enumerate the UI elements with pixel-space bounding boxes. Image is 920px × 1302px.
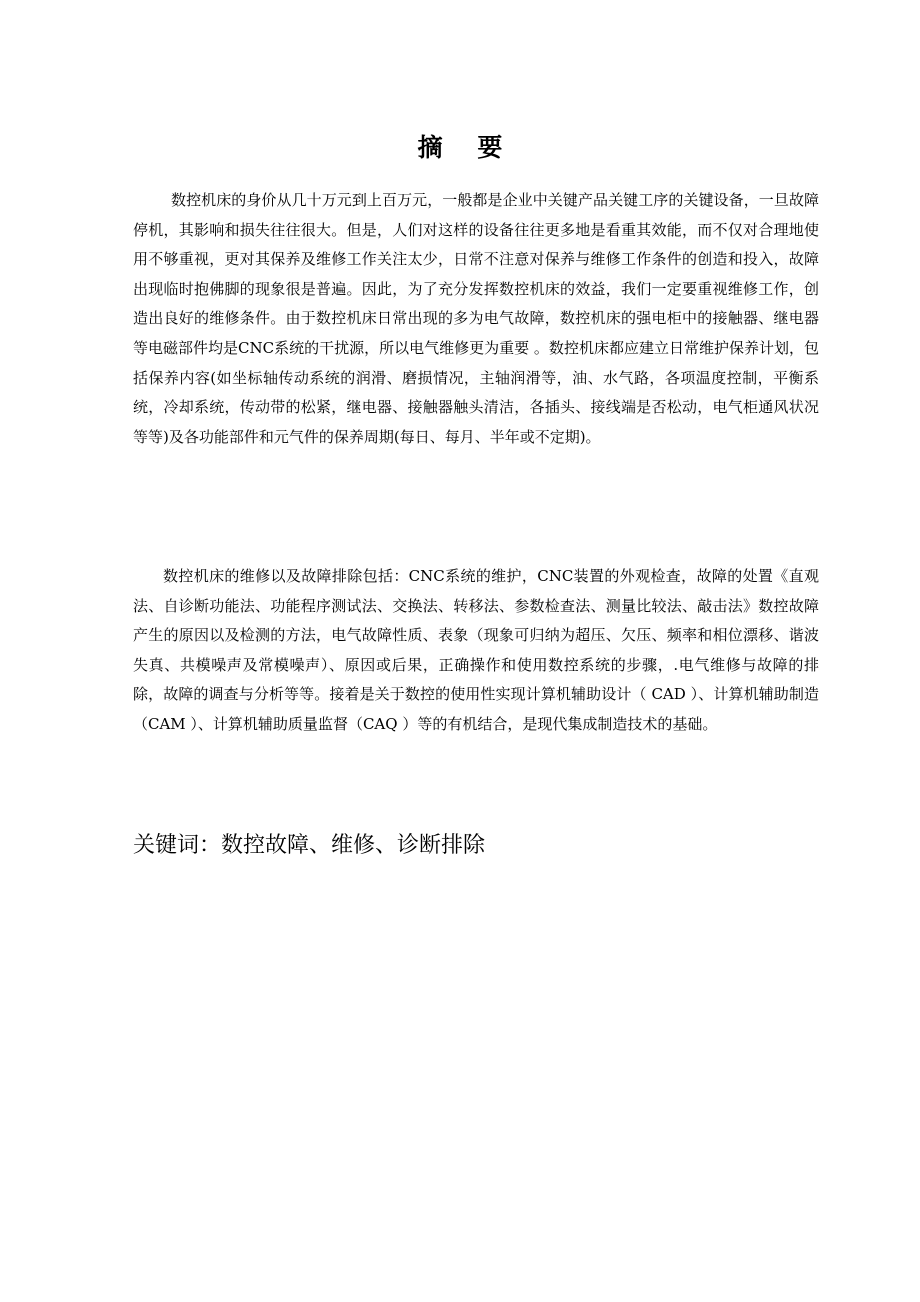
abstract-title: 摘 要 — [417, 133, 503, 162]
keywords-line: 关键词：数控故障、维修、诊断排除 — [133, 833, 486, 858]
abstract-paragraph-2: 数控机床的维修以及故障排除包括：CNC系统的维护，CNC装置的外观检查，故障的处置《直观法、自诊断功能法、功能程序测试法、交换法、转移法、参数检查法、测量比较法、敲击法》数控故障产生的原因以及检测的方法，电气故障性质、表象（现象可归纳为超压、欠压、频率和相位漂移、谐波失真、共模噪声及常模噪声）、原因或后果，正确操作和使用数控系统的步骤，.电气维修与故障的排除，故障的调查与分析等等。接着是关于数控的使用性实现计算机辅助设计（ CAD ）、计算机辅助制造（CAM ）、计算机辅助质量监督（CAQ ）等的有机结合，是现代集成制造技术的基础。 — [133, 567, 819, 733]
abstract-paragraph-1: 数控机床的身价从几十万元到上百万元，一般都是企业中关键产品关键工序的关键设备，一旦故障停机，其影响和损失往往很大。但是，人们对这样的设备往往更多地是看重其效能，而不仅对合理地使用不够重视，更对其保养及维修工作关注太少，日常不注意对保养与维修工作条件的创造和投入，故障出现临时抱佛脚的现象很是普遍。因此，为了充分发挥数控机床的效益，我们一定要重视维修工作，创造出良好的维修条件。由于数控机床日常出现的多为电气故障，数控机床的强电柜中的接触器、继电器等电磁部件均是CNC系统的干扰源，所以电气维修更为重要 。数控机床都应建立日常维护保养计划，包括保养内容(如坐标轴传动系统的润滑、磨损情况，主轴润滑等，油、水气路，各项温度控制，平衡系统，冷却系统，传动带的松紧，继电器、接触器触头清洁，各插头、接线端是否松动，电气柜通风状况等等)及各功能部件和元气件的保养周期(每日、每月、半年或不定期)。 — [133, 191, 819, 446]
